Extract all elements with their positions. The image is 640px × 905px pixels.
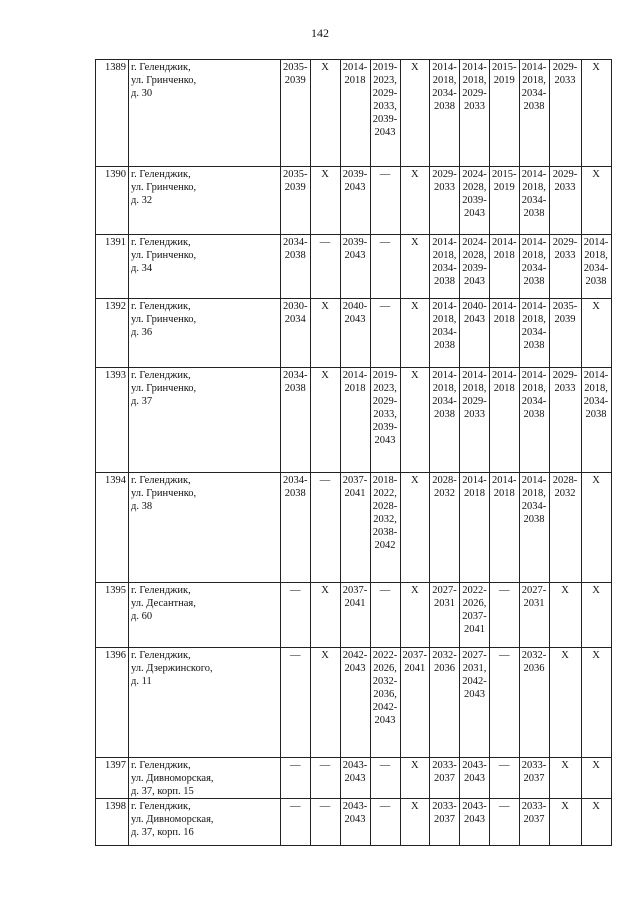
period-cell: X xyxy=(549,648,581,758)
period-cell: — xyxy=(370,758,400,799)
period-cell: 2043- 2043 xyxy=(460,758,490,799)
period-cell: 2028- 2032 xyxy=(430,473,460,583)
address-line: г. Геленджик, xyxy=(131,585,191,596)
row-number: 1395 xyxy=(96,583,129,648)
period-cell: X xyxy=(400,167,430,235)
period-cell: 2014- 2018, 2034- 2038 xyxy=(430,235,460,299)
address-line: г. Геленджик, xyxy=(131,801,191,812)
address-line: ул. Десантная, xyxy=(131,598,196,609)
period-cell: 2034- 2038 xyxy=(281,473,311,583)
period-cell: X xyxy=(549,758,581,799)
period-cell: X xyxy=(581,799,611,846)
period-cell: 2043- 2043 xyxy=(340,799,370,846)
period-cell: — xyxy=(370,299,400,368)
period-cell: 2014- 2018 xyxy=(490,299,520,368)
table-row xyxy=(96,473,612,583)
period-cell: X xyxy=(310,368,340,473)
period-cell: 2033- 2037 xyxy=(430,799,460,846)
address-line: ул. Гринченко, xyxy=(131,182,197,193)
address-cell xyxy=(129,799,281,846)
period-cell: 2024- 2028, 2039- 2043 xyxy=(460,167,490,235)
table-body xyxy=(96,60,612,846)
period-cell: 2027- 2031 xyxy=(430,583,460,648)
table-row xyxy=(96,299,612,368)
table-row xyxy=(96,60,612,167)
address-line: г. Геленджик, xyxy=(131,760,191,771)
period-cell: X xyxy=(310,648,340,758)
period-cell: 2033- 2037 xyxy=(519,799,549,846)
period-cell: 2043- 2043 xyxy=(460,799,490,846)
period-cell: 2040- 2043 xyxy=(460,299,490,368)
period-cell: X xyxy=(581,299,611,368)
period-cell: 2034- 2038 xyxy=(281,235,311,299)
period-cell: 2042- 2043 xyxy=(340,648,370,758)
period-cell: — xyxy=(310,758,340,799)
period-cell: — xyxy=(370,235,400,299)
period-cell: 2035- 2039 xyxy=(281,167,311,235)
period-cell: 2014- 2018, 2034- 2038 xyxy=(581,235,611,299)
period-cell: — xyxy=(281,799,311,846)
period-cell: 2014- 2018, 2034- 2038 xyxy=(581,368,611,473)
period-cell: — xyxy=(281,758,311,799)
address-line: г. Геленджик, xyxy=(131,475,191,486)
address-line: г. Геленджик, xyxy=(131,301,191,312)
address-line: г. Геленджик, xyxy=(131,169,191,180)
address-cell xyxy=(129,368,281,473)
period-cell: X xyxy=(400,235,430,299)
period-cell: — xyxy=(310,473,340,583)
period-cell: 2018- 2022, 2028- 2032, 2038- 2042 xyxy=(370,473,400,583)
address-cell xyxy=(129,473,281,583)
table-row xyxy=(96,583,612,648)
row-number: 1394 xyxy=(96,473,129,583)
address-line: д. 32 xyxy=(131,195,153,206)
period-cell: 2043- 2043 xyxy=(340,758,370,799)
period-cell: 2014- 2018 xyxy=(340,368,370,473)
table-row xyxy=(96,799,612,846)
period-cell: 2014- 2018, 2029- 2033 xyxy=(460,60,490,167)
period-cell: X xyxy=(400,299,430,368)
address-line: д. 30 xyxy=(131,88,153,99)
period-cell: 2019- 2023, 2029- 2033, 2039- 2043 xyxy=(370,368,400,473)
period-cell: — xyxy=(370,799,400,846)
period-cell: 2015- 2019 xyxy=(490,167,520,235)
address-line: д. 37, корп. 15 xyxy=(131,786,194,797)
address-line: ул. Гринченко, xyxy=(131,250,197,261)
period-cell: 2022- 2026, 2037- 2041 xyxy=(460,583,490,648)
period-cell: X xyxy=(310,167,340,235)
table-row xyxy=(96,758,612,799)
address-cell xyxy=(129,60,281,167)
table-row xyxy=(96,648,612,758)
period-cell: 2029- 2033 xyxy=(549,167,581,235)
address-cell xyxy=(129,758,281,799)
period-cell: X xyxy=(310,299,340,368)
row-number: 1390 xyxy=(96,167,129,235)
address-line: д. 37 xyxy=(131,396,153,407)
address-cell xyxy=(129,235,281,299)
address-line: ул. Гринченко, xyxy=(131,383,197,394)
period-cell: X xyxy=(400,368,430,473)
address-line: д. 11 xyxy=(131,676,152,687)
period-cell: — xyxy=(490,799,520,846)
period-cell: — xyxy=(310,235,340,299)
period-cell: — xyxy=(370,167,400,235)
period-cell: 2014- 2018 xyxy=(490,473,520,583)
address-line: ул. Гринченко, xyxy=(131,314,197,325)
period-cell: 2014- 2018, 2034- 2038 xyxy=(430,299,460,368)
period-cell: 2014- 2018, 2034- 2038 xyxy=(519,368,549,473)
period-cell: 2014- 2018, 2034- 2038 xyxy=(519,235,549,299)
period-cell: — xyxy=(370,583,400,648)
period-cell: 2035- 2039 xyxy=(281,60,311,167)
period-cell: 2014- 2018, 2034- 2038 xyxy=(519,299,549,368)
row-number: 1396 xyxy=(96,648,129,758)
period-cell: 2037- 2041 xyxy=(340,473,370,583)
period-cell: 2024- 2028, 2039- 2043 xyxy=(460,235,490,299)
address-cell xyxy=(129,648,281,758)
address-line: д. 36 xyxy=(131,327,153,338)
address-line: г. Геленджик, xyxy=(131,370,191,381)
period-cell: 2014- 2018 xyxy=(490,368,520,473)
address-line: ул. Дивноморская, xyxy=(131,814,214,825)
table-row xyxy=(96,368,612,473)
row-number: 1397 xyxy=(96,758,129,799)
period-cell: X xyxy=(400,473,430,583)
period-cell: 2033- 2037 xyxy=(430,758,460,799)
period-cell: 2027- 2031 xyxy=(519,583,549,648)
period-cell: — xyxy=(310,799,340,846)
period-cell: 2032- 2036 xyxy=(430,648,460,758)
table-row xyxy=(96,235,612,299)
period-cell: 2029- 2033 xyxy=(549,60,581,167)
table-row xyxy=(96,167,612,235)
address-line: г. Геленджик, xyxy=(131,650,191,661)
address-line: ул. Гринченко, xyxy=(131,75,197,86)
period-cell: 2014- 2018, 2034- 2038 xyxy=(519,473,549,583)
period-cell: 2039- 2043 xyxy=(340,235,370,299)
period-cell: — xyxy=(490,648,520,758)
period-cell: 2014- 2018, 2034- 2038 xyxy=(430,60,460,167)
housing-registry-table xyxy=(95,59,612,846)
period-cell: X xyxy=(400,758,430,799)
address-line: д. 60 xyxy=(131,611,153,622)
period-cell: 2040- 2043 xyxy=(340,299,370,368)
period-cell: 2014- 2018, 2034- 2038 xyxy=(430,368,460,473)
address-cell xyxy=(129,167,281,235)
period-cell: 2029- 2033 xyxy=(430,167,460,235)
period-cell: 2014- 2018 xyxy=(490,235,520,299)
row-number: 1398 xyxy=(96,799,129,846)
period-cell: 2032- 2036 xyxy=(519,648,549,758)
row-number: 1391 xyxy=(96,235,129,299)
address-line: г. Геленджик, xyxy=(131,62,191,73)
period-cell: X xyxy=(581,758,611,799)
period-cell: 2030- 2034 xyxy=(281,299,311,368)
period-cell: 2014- 2018, 2029- 2033 xyxy=(460,368,490,473)
period-cell: 2019- 2023, 2029- 2033, 2039- 2043 xyxy=(370,60,400,167)
period-cell: X xyxy=(549,799,581,846)
address-line: ул. Дзержинского, xyxy=(131,663,213,674)
period-cell: X xyxy=(310,583,340,648)
row-number: 1392 xyxy=(96,299,129,368)
period-cell: 2029- 2033 xyxy=(549,368,581,473)
row-number: 1389 xyxy=(96,60,129,167)
period-cell: 2037- 2041 xyxy=(340,583,370,648)
address-line: д. 38 xyxy=(131,501,153,512)
period-cell: X xyxy=(549,583,581,648)
address-line: ул. Дивноморская, xyxy=(131,773,214,784)
address-cell xyxy=(129,299,281,368)
row-number: 1393 xyxy=(96,368,129,473)
period-cell: 2014- 2018, 2034- 2038 xyxy=(519,167,549,235)
period-cell: 2014- 2018 xyxy=(340,60,370,167)
period-cell: 2027- 2031, 2042- 2043 xyxy=(460,648,490,758)
period-cell: X xyxy=(400,799,430,846)
period-cell: 2014- 2018 xyxy=(460,473,490,583)
period-cell: — xyxy=(490,583,520,648)
period-cell: 2034- 2038 xyxy=(281,368,311,473)
period-cell: X xyxy=(310,60,340,167)
period-cell: 2039- 2043 xyxy=(340,167,370,235)
address-line: д. 37, корп. 16 xyxy=(131,827,194,838)
page-number: 142 xyxy=(311,26,329,40)
period-cell: 2015- 2019 xyxy=(490,60,520,167)
period-cell: 2014- 2018, 2034- 2038 xyxy=(519,60,549,167)
address-line: д. 34 xyxy=(131,263,153,274)
period-cell: X xyxy=(581,648,611,758)
period-cell: X xyxy=(581,60,611,167)
period-cell: X xyxy=(400,60,430,167)
period-cell: 2029- 2033 xyxy=(549,235,581,299)
period-cell: X xyxy=(400,583,430,648)
period-cell: 2037- 2041 xyxy=(400,648,430,758)
period-cell: 2035- 2039 xyxy=(549,299,581,368)
period-cell: — xyxy=(490,758,520,799)
period-cell: 2022- 2026, 2032- 2036, 2042- 2043 xyxy=(370,648,400,758)
period-cell: X xyxy=(581,167,611,235)
address-cell xyxy=(129,583,281,648)
period-cell: 2028- 2032 xyxy=(549,473,581,583)
period-cell: X xyxy=(581,583,611,648)
address-line: г. Геленджик, xyxy=(131,237,191,248)
address-line: ул. Гринченко, xyxy=(131,488,197,499)
period-cell: X xyxy=(581,473,611,583)
period-cell: — xyxy=(281,583,311,648)
period-cell: 2033- 2037 xyxy=(519,758,549,799)
period-cell: — xyxy=(281,648,311,758)
